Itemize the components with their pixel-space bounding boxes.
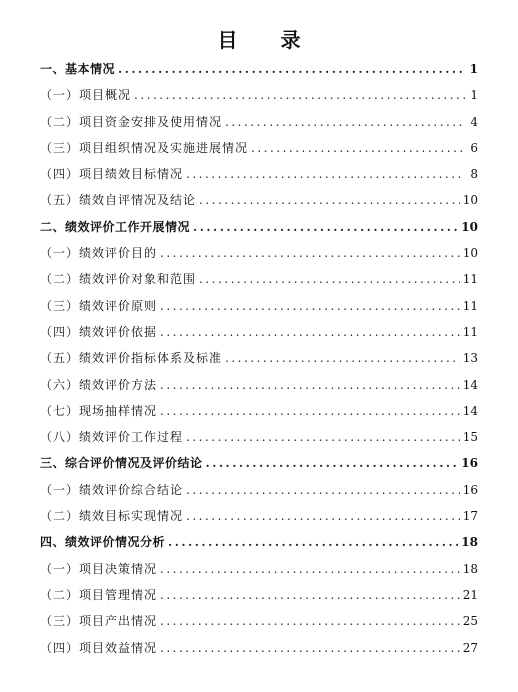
toc-page-number: 4: [470, 114, 478, 129]
toc-entry-label: （二）绩效评价对象和范围: [40, 272, 197, 287]
toc-subsection-entry[interactable]: [40, 240, 478, 266]
toc-leader-dots: [160, 608, 460, 634]
toc-leader-dots: [186, 161, 465, 187]
toc-entry-label: 一、基本情况: [40, 62, 116, 76]
toc-section-entry[interactable]: [40, 529, 478, 555]
toc-page-number: 18: [462, 561, 478, 576]
toc-subsection-entry[interactable]: [40, 109, 478, 135]
toc-subsection-entry[interactable]: [40, 398, 478, 424]
toc-entry-label: （一）绩效评价目的: [40, 246, 158, 261]
toc-entry-label: （一）项目决策情况: [40, 561, 158, 576]
toc-subsection-entry[interactable]: [40, 135, 478, 161]
toc-entry-label: （一）项目概况: [40, 88, 132, 103]
toc-page-number: 27: [462, 640, 478, 655]
toc-page-number: 11: [462, 298, 478, 313]
toc-leader-dots: [225, 109, 465, 135]
toc-page-number: 14: [462, 377, 478, 392]
toc-leader-dots: [199, 187, 460, 213]
toc-subsection-entry[interactable]: [40, 477, 478, 503]
toc-entry-label: （七）现场抽样情况: [40, 403, 158, 418]
toc-leader-dots: [160, 635, 460, 661]
toc-page-number: 16: [462, 482, 478, 497]
toc-leader-dots: [160, 319, 460, 345]
toc-subsection-entry[interactable]: [40, 635, 478, 661]
toc-entry-label: 二、绩效评价工作开展情况: [40, 219, 191, 234]
toc-leader-dots: [225, 345, 460, 371]
toc-leader-dots: [186, 503, 460, 529]
toc-page-number: 8: [470, 167, 478, 182]
toc-page-number: 11: [462, 324, 478, 339]
toc-title: 目 录: [217, 28, 319, 52]
toc-entry-label: （三）绩效评价原则: [40, 298, 158, 313]
toc-subsection-entry[interactable]: [40, 161, 478, 187]
toc-page-number: 14: [462, 403, 478, 418]
toc-page-number: 1: [470, 88, 478, 103]
toc-entry-label: （四）绩效评价依据: [40, 324, 158, 339]
toc-subsection-entry[interactable]: [40, 293, 478, 319]
toc-entry-label: （三）项目产出情况: [40, 614, 158, 629]
toc-leader-dots: [160, 556, 460, 582]
toc-section-entry[interactable]: [40, 450, 478, 476]
toc-subsection-entry[interactable]: [40, 319, 478, 345]
toc-entry-label: （六）绩效评价方法: [40, 377, 158, 392]
toc-entry-label: （三）项目组织情况及实施进展情况: [40, 140, 249, 155]
toc-section-entry[interactable]: [40, 56, 478, 82]
toc-subsection-entry[interactable]: [40, 424, 478, 450]
toc-page-number: 15: [462, 430, 478, 445]
toc-leader-dots: [160, 293, 460, 319]
toc-page-number: 18: [461, 535, 478, 550]
toc-page-number: 6: [470, 140, 478, 155]
toc-page-number: 1: [469, 62, 478, 76]
toc-entry-label: （二）项目资金安排及使用情况: [40, 114, 223, 129]
toc-leader-dots: [186, 424, 460, 450]
toc-subsection-entry[interactable]: [40, 187, 478, 213]
toc-leader-dots: [206, 450, 459, 476]
toc-leader-dots: [168, 529, 458, 555]
toc-page-number: 21: [462, 587, 478, 602]
toc-leader-dots: [186, 477, 460, 503]
toc-page-number: 10: [462, 193, 478, 208]
toc-page-number: 10: [461, 219, 478, 234]
toc-entry-label: （四）项目绩效目标情况: [40, 167, 184, 182]
toc-entry-label: （五）绩效评价指标体系及标准: [40, 351, 223, 366]
toc-subsection-entry[interactable]: [40, 608, 478, 634]
toc-section-entry[interactable]: [40, 214, 478, 240]
toc-leader-dots: [199, 266, 460, 292]
toc-leader-dots: [193, 214, 458, 240]
toc-leader-dots: [160, 240, 460, 266]
table-of-contents: [40, 56, 478, 661]
toc-entry-label: （一）绩效评价综合结论: [40, 482, 184, 497]
toc-page-number: 11: [462, 272, 478, 287]
toc-leader-dots: [251, 135, 465, 161]
toc-entry-label: （二）绩效目标实现情况: [40, 509, 184, 524]
toc-subsection-entry[interactable]: [40, 503, 478, 529]
toc-subsection-entry[interactable]: [40, 266, 478, 292]
toc-leader-dots: [160, 372, 460, 398]
toc-leader-dots: [160, 582, 460, 608]
toc-subsection-entry[interactable]: [40, 345, 478, 371]
toc-entry-label: （四）项目效益情况: [40, 640, 158, 655]
toc-leader-dots: [160, 398, 460, 424]
toc-subsection-entry[interactable]: [40, 556, 478, 582]
toc-entry-label: 四、绩效评价情况分析: [40, 535, 166, 550]
toc-subsection-entry[interactable]: [40, 372, 478, 398]
toc-leader-dots: [134, 82, 465, 108]
toc-leader-dots: [118, 56, 465, 82]
toc-page-number: 10: [462, 246, 478, 261]
toc-entry-label: （二）项目管理情况: [40, 587, 158, 602]
toc-page-number: 13: [462, 351, 478, 366]
toc-subsection-entry[interactable]: [40, 82, 478, 108]
toc-entry-label: 三、综合评价情况及评价结论: [40, 456, 203, 471]
toc-entry-label: （八）绩效评价工作过程: [40, 430, 184, 445]
toc-page-number: 16: [461, 456, 478, 471]
toc-page-number: 25: [462, 614, 478, 629]
toc-subsection-entry[interactable]: [40, 582, 478, 608]
toc-entry-label: （五）绩效自评情况及结论: [40, 193, 197, 208]
toc-page-number: 17: [462, 509, 478, 524]
